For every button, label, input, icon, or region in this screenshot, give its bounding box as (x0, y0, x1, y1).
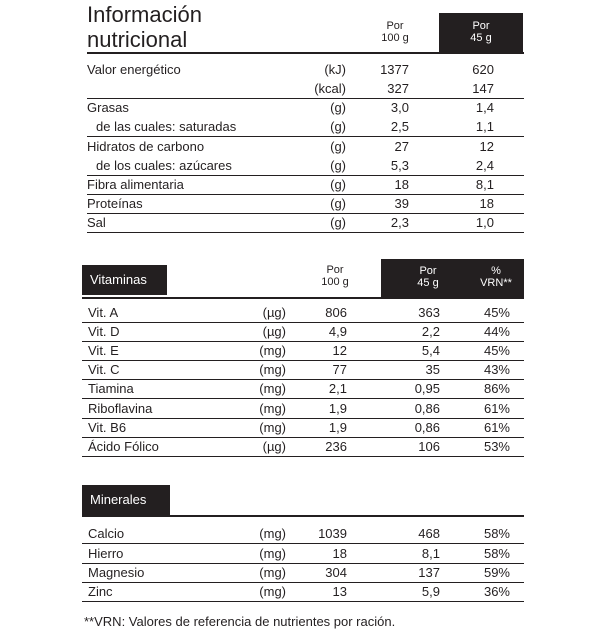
vitamin-row (0, 322, 600, 341)
nutrition-row (0, 117, 600, 136)
mineral-per45: 8,1 (421, 546, 440, 561)
nutrient-per100: 39 (394, 196, 409, 211)
nutrient-unit: (g) (330, 215, 346, 230)
vitamin-unit: (mg) (259, 401, 286, 416)
vitamin-per45: 5,4 (421, 343, 440, 358)
col-header-per100 (372, 20, 418, 44)
mineral-per45: 468 (418, 526, 440, 541)
vitamin-label: Vit. D (88, 324, 120, 339)
nutrient-per100: 1377 (380, 62, 409, 77)
nutrient-label: Proteínas (87, 196, 143, 211)
nutrition-row (0, 213, 600, 232)
nutrient-per100: 2,5 (390, 119, 409, 134)
nutrition-row (0, 79, 600, 98)
vitamins-top-rule (82, 297, 524, 299)
mineral-per100: 1039 (318, 526, 347, 541)
nutrient-per100: 327 (387, 81, 409, 96)
vitamin-per45: 35 (425, 362, 440, 377)
nutrient-per45: 18 (479, 196, 494, 211)
nutrient-unit: (g) (330, 119, 346, 134)
mineral-vrn: 58% (483, 526, 510, 541)
vitamin-unit: (µg) (262, 439, 286, 454)
vitamin-per100: 1,9 (328, 401, 347, 416)
mineral-per100: 13 (332, 584, 347, 599)
mineral-row (0, 524, 600, 543)
vit-col-header-per100-line2: 100 g (321, 276, 349, 288)
mineral-per100: 18 (332, 546, 347, 561)
vit-col-header-per45-line2: 45 g (417, 277, 439, 289)
nutrient-unit: (kJ) (324, 62, 346, 77)
vitamin-per100: 2,1 (328, 381, 347, 396)
vitamin-vrn: 45% (483, 343, 510, 358)
nutrient-per45: 8,1 (475, 177, 494, 192)
vitamin-per100: 1,9 (328, 420, 347, 435)
col-header-per45-line1: Por (472, 20, 490, 32)
vitamin-per100: 236 (325, 439, 347, 454)
vitamin-per45: 0,86 (414, 401, 440, 416)
vitamin-per100: 806 (325, 305, 347, 320)
mineral-unit: (mg) (259, 546, 286, 561)
vitamin-unit: (mg) (259, 343, 286, 358)
col-header-per100-line2: 100 g (381, 32, 409, 44)
nutrient-unit: (g) (330, 158, 346, 173)
nutrition-row (0, 98, 600, 117)
nutrient-per45: 12 (479, 139, 494, 154)
mineral-row-rule (82, 601, 524, 602)
vit-col-header-vrn-line1: % (491, 265, 501, 277)
vitamin-label: Vit. C (88, 362, 120, 377)
vitamin-unit: (mg) (259, 381, 286, 396)
vitamin-vrn: 61% (483, 420, 510, 435)
mineral-row (0, 544, 600, 563)
nutrition-row (0, 137, 600, 156)
vit-col-header-per100 (312, 264, 358, 288)
nutrient-per45: 1,4 (475, 100, 494, 115)
mineral-vrn: 58% (483, 546, 510, 561)
nutrition-top-rule (87, 52, 524, 54)
nutrient-label: Hidratos de carbono (87, 139, 205, 154)
nutrient-label: Sal (87, 215, 106, 230)
vitamin-vrn: 43% (483, 362, 510, 377)
vitamin-per45: 106 (418, 439, 440, 454)
nutrient-label: Grasas (87, 100, 129, 115)
nutrient-unit: (g) (330, 139, 346, 154)
nutrient-per100: 3,0 (390, 100, 409, 115)
nutrition-row (0, 60, 600, 79)
vitamin-unit: (µg) (262, 305, 286, 320)
vitamin-row-rule (82, 456, 524, 457)
vitamin-row (0, 341, 600, 360)
nutrition-row-rule (87, 232, 524, 233)
nutrition-row (0, 175, 600, 194)
vitamin-label: Vit. A (88, 305, 119, 320)
vitamin-vrn: 45% (483, 305, 510, 320)
nutrient-per100: 2,3 (390, 215, 409, 230)
nutrient-per45: 147 (472, 81, 494, 96)
vit-col-header-per100-line1: Por (326, 264, 344, 276)
vitamin-label: Ácido Fólico (88, 439, 159, 454)
col-header-per45 (439, 13, 523, 52)
vitamin-per100: 4,9 (328, 324, 347, 339)
vitamin-unit: (µg) (262, 324, 286, 339)
vitamin-row (0, 418, 600, 437)
vitamin-row (0, 437, 600, 456)
nutrient-unit: (g) (330, 177, 346, 192)
vit-col-header-per45 (411, 265, 445, 289)
mineral-per45: 137 (418, 565, 440, 580)
nutrient-unit: (g) (330, 100, 346, 115)
mineral-unit: (mg) (259, 565, 286, 580)
vitamin-row (0, 360, 600, 379)
vitamin-unit: (mg) (259, 420, 286, 435)
nutrient-per45: 1,1 (475, 119, 494, 134)
vitamin-unit: (mg) (259, 362, 286, 377)
vit-col-header-vrn-line2: VRN** (480, 277, 512, 289)
nutrient-label: Fibra alimentaria (87, 177, 184, 192)
vitamin-vrn: 86% (483, 381, 510, 396)
vitamin-label: Riboflavina (88, 401, 153, 416)
vitamin-label: Vit. B6 (88, 420, 127, 435)
mineral-unit: (mg) (259, 526, 286, 541)
mineral-row (0, 582, 600, 601)
nutrition-row (0, 194, 600, 213)
title-line-1: Información (87, 2, 202, 27)
vitamin-per45: 2,2 (421, 324, 440, 339)
vitamin-per45: 0,86 (414, 420, 440, 435)
vitamin-label: Vit. E (88, 343, 119, 358)
mineral-unit: (mg) (259, 584, 286, 599)
vitamin-per100: 12 (332, 343, 347, 358)
nutrient-per45: 2,4 (475, 158, 494, 173)
mineral-label: Calcio (88, 526, 125, 541)
nutrient-per100: 5,3 (390, 158, 409, 173)
nutrition-row (0, 156, 600, 175)
mineral-label: Hierro (88, 546, 124, 561)
minerals-heading: Minerales (82, 485, 170, 515)
vit-col-header-box (381, 259, 524, 297)
nutrient-label: de los cuales: azúcares (96, 158, 232, 173)
col-header-per45-line2: 45 g (470, 32, 492, 44)
vitamin-row (0, 399, 600, 418)
mineral-row (0, 563, 600, 582)
vitamin-per45: 0,95 (414, 381, 440, 396)
vit-col-header-vrn (476, 265, 516, 289)
nutrient-per45: 1,0 (475, 215, 494, 230)
nutrient-per100: 18 (394, 177, 409, 192)
vitamin-label: Tiamina (88, 381, 134, 396)
nutrient-per45: 620 (472, 62, 494, 77)
vitamin-row (0, 379, 600, 398)
col-header-per100-line1: Por (386, 20, 404, 32)
vitamin-vrn: 61% (483, 401, 510, 416)
nutrient-label: Valor energético (87, 62, 181, 77)
nutrient-per100: 27 (394, 139, 409, 154)
title-line-2: nutricional (87, 27, 188, 52)
nutrient-unit: (kcal) (314, 81, 346, 96)
vitamins-heading: Vitaminas (82, 265, 167, 295)
minerals-top-rule (82, 515, 524, 517)
vitamin-row (0, 303, 600, 322)
mineral-per45: 5,9 (421, 584, 440, 599)
mineral-label: Magnesio (88, 565, 145, 580)
mineral-vrn: 59% (483, 565, 510, 580)
mineral-vrn: 36% (483, 584, 510, 599)
vitamin-vrn: 53% (483, 439, 510, 454)
footnote: **VRN: Valores de referencia de nutrientes por ración. (84, 614, 396, 629)
vitamin-per100: 77 (332, 362, 347, 377)
vitamin-vrn: 44% (483, 324, 510, 339)
mineral-label: Zinc (88, 584, 113, 599)
nutrient-label: de las cuales: saturadas (96, 119, 237, 134)
vit-col-header-per45-line1: Por (419, 265, 437, 277)
vitamin-per45: 363 (418, 305, 440, 320)
nutrient-unit: (g) (330, 196, 346, 211)
mineral-per100: 304 (325, 565, 347, 580)
